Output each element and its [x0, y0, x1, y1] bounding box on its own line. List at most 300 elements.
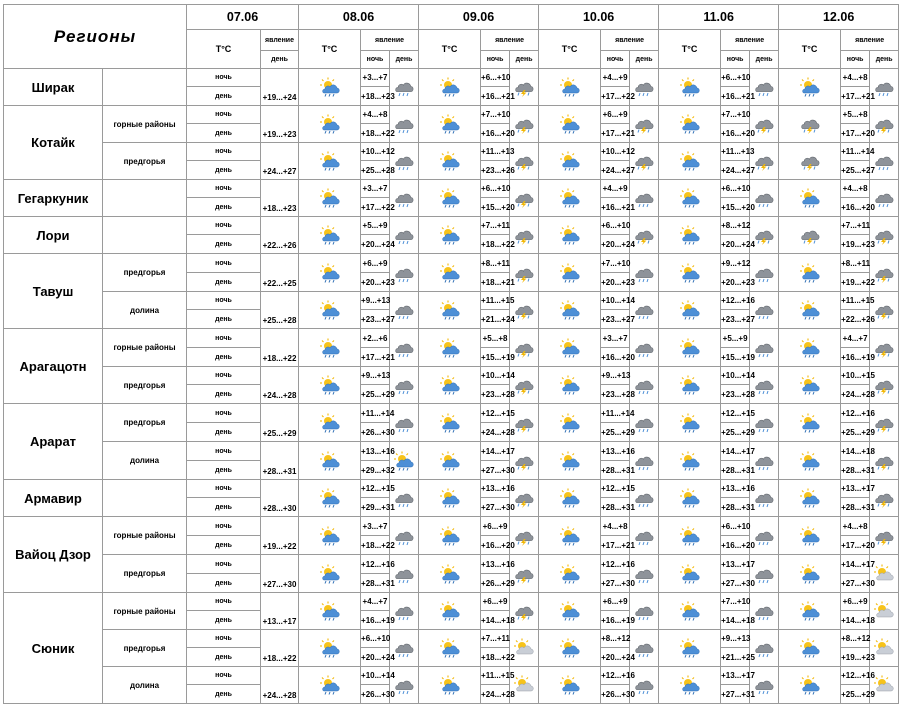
temperature-range: +20...+24 [361, 648, 390, 667]
zone-label: горные районы [103, 593, 187, 630]
temperature-range: +28...+31 [841, 461, 870, 480]
day-subheader-day-5: день [750, 51, 779, 69]
cloud-lightning-icon [632, 114, 656, 134]
cloud-rain-icon [392, 375, 416, 395]
temperature-range: +26...+30 [361, 685, 390, 704]
cloud-rain-icon [392, 77, 416, 97]
temperature-range: +24...+27 [601, 161, 630, 180]
cloud-lightning-icon [872, 375, 896, 395]
temperature-range: +11...+14 [601, 404, 630, 423]
weather-icon-day [659, 517, 721, 555]
temperature-range: +17...+21 [361, 348, 390, 367]
cloud-lightning-icon [512, 114, 536, 134]
table-row [4, 143, 899, 161]
sun-cloud-rain-icon [558, 488, 582, 508]
cloud-lightning-icon [872, 451, 896, 471]
weather-icon-day [659, 69, 721, 106]
temperature-range: +5...+9 [361, 217, 390, 235]
day-label: день [187, 685, 261, 704]
cloud-rain-icon [632, 300, 656, 320]
night-label: ночь [187, 143, 261, 161]
cloud-rain-icon [392, 338, 416, 358]
cloud-lightning-icon [512, 188, 536, 208]
temperature-range: +6...+9 [601, 593, 630, 611]
temperature-range: +12...+16 [601, 667, 630, 685]
temperature-range: +23...+26 [481, 161, 510, 180]
temperature-range: +10...+12 [601, 143, 630, 161]
night-label: ночь [187, 180, 261, 198]
phenomenon-header-day-1: явление [261, 30, 299, 51]
cloud-lightning-icon [512, 338, 536, 358]
temperature-range: +26...+30 [601, 685, 630, 704]
temperature-range: +27...+30 [261, 555, 299, 593]
sun-cloud-rain-icon [392, 451, 416, 471]
weather-icon-day [419, 517, 481, 555]
region-name: Гегаркуник [4, 180, 103, 217]
sun-cloud-rain-icon [798, 638, 822, 658]
weather-icon-day [419, 667, 481, 704]
temperature-range: +18...+21 [481, 273, 510, 292]
sun-cloud-rain-icon [438, 451, 462, 471]
temperature-range: +16...+20 [841, 198, 870, 217]
sun-cloud-rain-icon [798, 526, 822, 546]
temperature-range: +27...+30 [481, 498, 510, 517]
temperature-range: +16...+21 [721, 87, 750, 106]
weather-icon-day [779, 217, 841, 254]
weather-icon-day [419, 630, 481, 667]
temperature-range: +25...+28 [261, 292, 299, 329]
sun-cloud-rain-icon [678, 338, 702, 358]
weather-icon [299, 292, 361, 329]
sun-cloud-rain-icon [318, 488, 342, 508]
zone-label: долина [103, 292, 187, 329]
cloud-rain-icon [392, 188, 416, 208]
temperature-range: +23...+27 [601, 310, 630, 329]
temperature-range: +2...+6 [361, 329, 390, 348]
temperature-range: +8...+12 [601, 630, 630, 648]
temp-header-day-5: T°C [659, 30, 721, 69]
temperature-range: +17...+21 [841, 87, 870, 106]
sun-cloud-rain-icon [438, 225, 462, 245]
weather-icon-day [539, 254, 601, 292]
table-row [4, 367, 899, 385]
temperature-range: +12...+16 [361, 555, 390, 574]
cloud-lightning-icon [872, 526, 896, 546]
day-subheader-day-4: день [630, 51, 659, 69]
temperature-range: +28...+31 [721, 498, 750, 517]
sun-cloud-rain-icon [318, 564, 342, 584]
cloud-lightning-icon [798, 225, 822, 245]
temperature-range: +3...+7 [601, 329, 630, 348]
cloud-rain-icon [632, 638, 656, 658]
sun-cloud-rain-icon [438, 114, 462, 134]
table-row [4, 517, 899, 536]
temperature-range: +8...+11 [481, 254, 510, 273]
temperature-range: +26...+29 [481, 574, 510, 593]
weather-icon-day [419, 480, 481, 517]
temperature-range: +20...+24 [721, 235, 750, 254]
sun-cloud-rain-icon [558, 300, 582, 320]
weather-icon-day [779, 442, 841, 480]
temperature-range: +7...+11 [481, 217, 510, 235]
temperature-range: +24...+27 [261, 143, 299, 180]
cloud-lightning-icon [752, 225, 776, 245]
temperature-range: +16...+19 [601, 611, 630, 630]
sun-cloud-rain-icon [678, 77, 702, 97]
night-subheader-day-6: ночь [841, 51, 870, 69]
temperature-range: +28...+31 [261, 442, 299, 480]
weather-icon-day [659, 329, 721, 367]
night-label: ночь [187, 217, 261, 235]
temperature-range: +23...+28 [721, 385, 750, 404]
sun-cloud-rain-icon [558, 413, 582, 433]
temperature-range: +5...+8 [481, 329, 510, 348]
phenomenon-header-day-4: явление [601, 30, 659, 51]
weather-icon-day [419, 555, 481, 593]
day-label: день [187, 611, 261, 630]
region-name: Арарат [4, 404, 103, 480]
temperature-range: +24...+28 [261, 367, 299, 404]
temperature-range: +16...+20 [481, 124, 510, 143]
day-label: день [187, 198, 261, 217]
temperature-range: +16...+20 [601, 348, 630, 367]
sun-cloud-rain-icon [438, 300, 462, 320]
temperature-range: +4...+8 [841, 517, 870, 536]
temperature-range: +13...+17 [721, 667, 750, 685]
night-label: ночь [187, 106, 261, 124]
temperature-range: +8...+11 [841, 254, 870, 273]
weather-icon-day [419, 329, 481, 367]
temperature-range: +12...+16 [601, 555, 630, 574]
table-row [4, 69, 899, 87]
day-label: день [187, 385, 261, 404]
cloud-lightning-icon [512, 601, 536, 621]
temperature-range: +14...+17 [481, 442, 510, 461]
temperature-range: +13...+17 [841, 480, 870, 498]
day-label: день [187, 348, 261, 367]
temperature-range: +11...+14 [841, 143, 870, 161]
weather-icon-day [779, 69, 841, 106]
weather-icon-day [539, 329, 601, 367]
temperature-range: +24...+28 [481, 423, 510, 442]
weather-icon-day [539, 69, 601, 106]
temperature-range: +10...+12 [361, 143, 390, 161]
sun-cloud-rain-icon [678, 601, 702, 621]
sun-cloud-rain-icon [678, 638, 702, 658]
temperature-range: +21...+24 [481, 310, 510, 329]
temperature-range: +20...+24 [601, 648, 630, 667]
sun-cloud-rain-icon [558, 675, 582, 695]
weather-icon-day [779, 593, 841, 630]
sun-cloud-rain-icon [438, 77, 462, 97]
table-row [4, 292, 899, 310]
temperature-range: +23...+27 [361, 310, 390, 329]
temperature-range: +17...+22 [601, 87, 630, 106]
weather-icon-day [659, 217, 721, 254]
temperature-range: +29...+31 [361, 498, 390, 517]
zone-label: долина [103, 442, 187, 480]
region-name: Котайк [4, 106, 103, 180]
temperature-range: +18...+23 [361, 87, 390, 106]
zone-label: предгорья [103, 404, 187, 442]
temperature-range: +22...+26 [841, 310, 870, 329]
temperature-range: +4...+9 [601, 69, 630, 87]
cloud-rain-icon [752, 601, 776, 621]
day-label: день [187, 235, 261, 254]
sun-cloud-rain-icon [438, 375, 462, 395]
cloud-lightning-icon [512, 300, 536, 320]
cloud-rain-icon [752, 488, 776, 508]
zone-label: предгорья [103, 630, 187, 667]
temperature-range: +16...+20 [721, 124, 750, 143]
night-label: ночь [187, 404, 261, 423]
weather-icon [299, 180, 361, 217]
weather-icon [299, 593, 361, 630]
sun-cloud-rain-icon [318, 151, 342, 171]
night-label: ночь [187, 69, 261, 87]
sun-cloud-rain-icon [798, 601, 822, 621]
sun-cloud-rain-icon [318, 375, 342, 395]
temperature-range: +9...+13 [721, 630, 750, 648]
temperature-range: +28...+30 [261, 480, 299, 517]
temperature-range: +12...+15 [361, 480, 390, 498]
temperature-range: +20...+23 [601, 273, 630, 292]
weather-icon [299, 555, 361, 593]
weather-icon-day [779, 404, 841, 442]
sun-cloud-rain-icon [558, 151, 582, 171]
table-row [4, 480, 899, 498]
weather-icon-day [659, 404, 721, 442]
temperature-range: +4...+8 [361, 106, 390, 124]
sun-cloud-rain-icon [438, 601, 462, 621]
temperature-range: +19...+23 [261, 106, 299, 143]
temperature-range: +23...+27 [721, 310, 750, 329]
regions-header: Регионы [4, 5, 187, 69]
temperature-range: +19...+22 [841, 273, 870, 292]
zone-label [103, 217, 187, 254]
cloud-rain-icon [392, 601, 416, 621]
sun-cloud-rain-icon [318, 77, 342, 97]
sun-cloud-light-icon [872, 564, 896, 584]
temperature-range: +14...+18 [841, 442, 870, 461]
sun-cloud-rain-icon [438, 488, 462, 508]
weather-icon-day [779, 329, 841, 367]
weather-icon-day [779, 517, 841, 555]
temperature-range: +11...+15 [481, 667, 510, 685]
weather-icon-day [539, 480, 601, 517]
cloud-rain-icon [632, 675, 656, 695]
temperature-range: +3...+7 [361, 69, 390, 87]
weather-icon-day [419, 254, 481, 292]
temperature-range: +6...+9 [361, 254, 390, 273]
sun-cloud-rain-icon [318, 451, 342, 471]
sun-cloud-rain-icon [678, 451, 702, 471]
temperature-range: +18...+22 [481, 648, 510, 667]
weather-icon-day [539, 442, 601, 480]
weather-icon-day [419, 404, 481, 442]
forecast-table [3, 4, 899, 704]
day-label: день [187, 87, 261, 106]
temperature-range: +14...+18 [481, 611, 510, 630]
temperature-range: +19...+24 [261, 69, 299, 106]
night-subheader-day-2: ночь [361, 51, 390, 69]
zone-label: предгорья [103, 254, 187, 292]
temperature-range: +4...+7 [361, 593, 390, 611]
weather-icon-day [419, 442, 481, 480]
weather-icon-day [419, 367, 481, 404]
temperature-range: +13...+16 [481, 480, 510, 498]
cloud-rain-icon [392, 300, 416, 320]
temperature-range: +28...+31 [601, 461, 630, 480]
sun-cloud-rain-icon [318, 638, 342, 658]
cloud-rain-icon [752, 375, 776, 395]
sun-cloud-rain-icon [438, 413, 462, 433]
temp-header-day-3: T°C [419, 30, 481, 69]
weather-icon [299, 630, 361, 667]
region-name: Вайоц Дзор [4, 517, 103, 593]
sun-cloud-rain-icon [798, 338, 822, 358]
temperature-range: +16...+21 [601, 198, 630, 217]
temperature-range: +20...+24 [601, 235, 630, 254]
sun-cloud-rain-icon [438, 263, 462, 283]
cloud-lightning-icon [872, 225, 896, 245]
table-row [4, 180, 899, 198]
zone-label: предгорья [103, 367, 187, 404]
sun-cloud-rain-icon [678, 300, 702, 320]
sun-cloud-rain-icon [318, 601, 342, 621]
temperature-range: +28...+31 [601, 498, 630, 517]
table-row [4, 667, 899, 685]
temperature-range: +24...+28 [481, 685, 510, 704]
temperature-range: +14...+17 [721, 442, 750, 461]
cloud-rain-icon [752, 413, 776, 433]
cloud-rain-icon [632, 375, 656, 395]
temperature-range: +6...+10 [481, 180, 510, 198]
zone-label [103, 180, 187, 217]
temperature-range: +6...+10 [721, 517, 750, 536]
cloud-lightning-icon [512, 225, 536, 245]
temperature-range: +13...+17 [261, 593, 299, 630]
sun-cloud-rain-icon [678, 564, 702, 584]
temperature-range: +7...+10 [601, 254, 630, 273]
cloud-rain-icon [632, 188, 656, 208]
date-header-6: 12.06 [779, 5, 899, 30]
weather-icon-day [419, 106, 481, 143]
temperature-range: +24...+28 [841, 385, 870, 404]
temperature-range: +25...+28 [361, 161, 390, 180]
night-label: ночь [187, 480, 261, 498]
date-header-3: 09.06 [419, 5, 539, 30]
weather-icon-day [779, 292, 841, 329]
day-label: день [187, 423, 261, 442]
temperature-range: +6...+10 [601, 217, 630, 235]
temperature-range: +11...+15 [841, 292, 870, 310]
day-subheader-day-3: день [510, 51, 539, 69]
temperature-range: +18...+22 [261, 630, 299, 667]
sun-cloud-rain-icon [438, 638, 462, 658]
cloud-rain-icon [392, 413, 416, 433]
sun-cloud-rain-icon [558, 114, 582, 134]
temperature-range: +18...+22 [481, 235, 510, 254]
night-label: ночь [187, 329, 261, 348]
sun-cloud-light-icon [872, 675, 896, 695]
weather-icon-day [779, 254, 841, 292]
night-subheader-day-5: ночь [721, 51, 750, 69]
cloud-lightning-icon [512, 151, 536, 171]
temperature-range: +4...+8 [841, 69, 870, 87]
weather-icon [299, 217, 361, 254]
temperature-range: +29...+32 [361, 461, 390, 480]
zone-label [103, 69, 187, 106]
day-label: день [187, 461, 261, 480]
sun-cloud-rain-icon [558, 601, 582, 621]
day-label: день [187, 498, 261, 517]
weather-icon-day [419, 69, 481, 106]
temp-header-day-4: T°C [539, 30, 601, 69]
temperature-range: +11...+14 [361, 404, 390, 423]
temperature-range: +9...+12 [721, 254, 750, 273]
sun-cloud-rain-icon [318, 188, 342, 208]
temperature-range: +27...+30 [481, 461, 510, 480]
cloud-rain-icon [632, 338, 656, 358]
temperature-range: +24...+27 [721, 161, 750, 180]
temperature-range: +27...+30 [721, 574, 750, 593]
date-header-1: 07.06 [187, 5, 299, 30]
temperature-range: +11...+15 [481, 292, 510, 310]
sun-cloud-light-icon [872, 601, 896, 621]
weather-icon [299, 517, 361, 555]
day-label: день [187, 161, 261, 180]
temperature-range: +15...+19 [481, 348, 510, 367]
temperature-range: +18...+22 [361, 536, 390, 555]
weather-icon [299, 367, 361, 404]
sun-cloud-rain-icon [678, 375, 702, 395]
sun-cloud-rain-icon [438, 338, 462, 358]
temperature-range: +25...+29 [601, 423, 630, 442]
sun-cloud-rain-icon [558, 638, 582, 658]
temperature-range: +10...+14 [601, 292, 630, 310]
table-row [4, 254, 899, 273]
cloud-rain-icon [392, 638, 416, 658]
table-row [4, 404, 899, 423]
temperature-range: +17...+21 [601, 124, 630, 143]
temperature-range: +14...+18 [721, 611, 750, 630]
night-label: ночь [187, 254, 261, 273]
sun-cloud-rain-icon [798, 675, 822, 695]
weather-icon-day [539, 667, 601, 704]
cloud-lightning-icon [512, 77, 536, 97]
weather-icon-day [419, 292, 481, 329]
temperature-range: +18...+22 [361, 124, 390, 143]
cloud-rain-icon [752, 675, 776, 695]
temperature-range: +13...+16 [601, 442, 630, 461]
weather-icon-day [539, 106, 601, 143]
weather-icon [299, 329, 361, 367]
sun-cloud-rain-icon [438, 675, 462, 695]
temperature-range: +20...+24 [361, 235, 390, 254]
weather-icon-day [539, 404, 601, 442]
night-label: ночь [187, 630, 261, 648]
cloud-rain-icon [632, 564, 656, 584]
night-label: ночь [187, 517, 261, 536]
temperature-range: +17...+20 [841, 124, 870, 143]
temperature-range: +10...+15 [841, 367, 870, 385]
temperature-range: +17...+20 [841, 536, 870, 555]
temp-header-day-1: T°C [187, 30, 261, 69]
sun-cloud-rain-icon [438, 564, 462, 584]
cloud-rain-icon [752, 526, 776, 546]
temperature-range: +6...+10 [481, 69, 510, 87]
